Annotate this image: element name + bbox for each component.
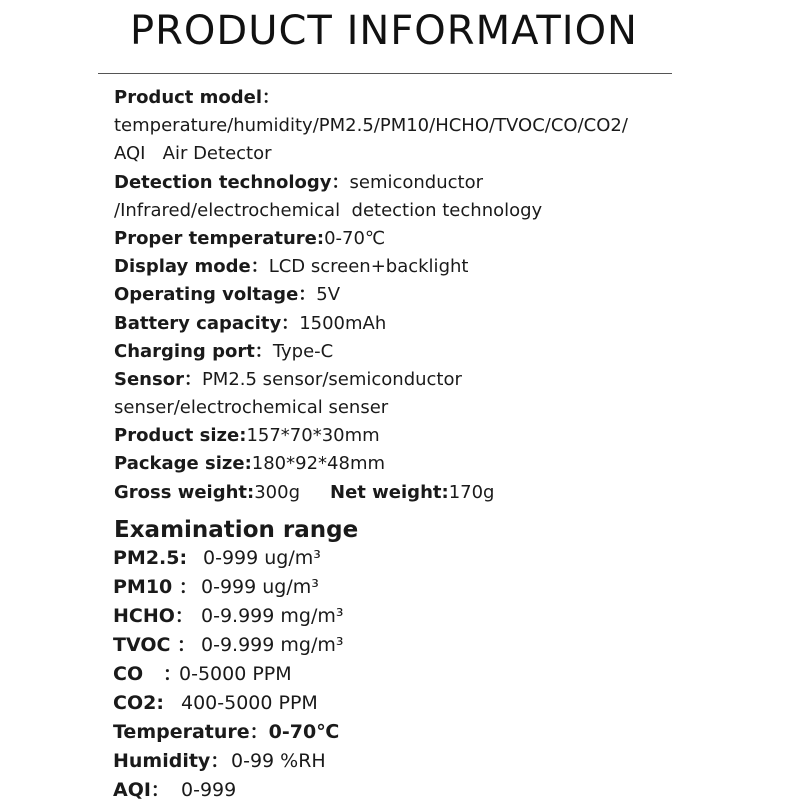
- spec-label: Package size:: [114, 453, 252, 475]
- range-item-pm10: [113, 573, 773, 602]
- range-value: 0-999: [181, 779, 237, 801]
- range-item-temperature: [113, 718, 773, 747]
- spec-detection-technology: [114, 169, 774, 197]
- spec-value: 1500mAh: [299, 312, 387, 334]
- range-item-co: [113, 660, 773, 689]
- spec-value: 170g: [448, 481, 495, 503]
- spec-battery-capacity: [114, 310, 774, 338]
- spec-charging-port: [114, 338, 774, 366]
- spec-value: semiconductor: [349, 171, 484, 193]
- spec-value: 300g: [254, 481, 301, 503]
- spec-product-model-line2: [114, 140, 774, 168]
- range-value: 0-9.999 mg/m³: [201, 634, 344, 656]
- range-value: 0-999 ug/m³: [203, 547, 321, 569]
- spec-label: Proper temperature:: [114, 227, 325, 249]
- spec-label: Operating voltage：: [114, 284, 317, 306]
- range-label: Humidity：: [113, 750, 230, 772]
- spec-sensor-line2: [114, 394, 774, 422]
- spec-label: Gross weight:: [114, 481, 255, 503]
- spec-value: 157*70*30mm: [246, 425, 380, 447]
- spec-product-model-line1: [114, 112, 774, 140]
- range-item-hcho: [113, 602, 773, 631]
- spec-label: Charging port：: [114, 340, 273, 362]
- range-label: HCHO：: [113, 605, 194, 627]
- range-value: 400-5000 PPM: [181, 692, 318, 714]
- title-divider: [98, 73, 672, 74]
- spec-label: Detection technology：: [114, 171, 350, 193]
- spec-product-size: [114, 422, 774, 450]
- spec-value: 5V: [316, 284, 341, 306]
- product-spec-list: [114, 84, 774, 507]
- spec-operating-voltage: [114, 281, 774, 309]
- page-title: PRODUCT INFORMATION: [130, 8, 638, 54]
- spec-label: Product size:: [114, 425, 247, 447]
- range-item-co2: [113, 689, 773, 718]
- spec-label: Sensor：: [114, 368, 202, 390]
- spec-label: Product model：: [114, 87, 281, 108]
- spec-proper-temperature: [114, 225, 774, 253]
- spec-value: temperature/humidity/PM2.5/PM10/HCHO/TVOC/CO/CO2/: [114, 115, 628, 137]
- spec-value: 0-70℃: [324, 227, 386, 249]
- range-label: AQI：: [113, 779, 170, 801]
- range-item-humidity: [113, 747, 773, 776]
- spec-detection-technology-line2: [114, 197, 774, 225]
- range-label: Temperature：0-70℃: [113, 721, 340, 743]
- spec-label: Battery capacity：: [114, 312, 300, 334]
- range-item-aqi: [113, 776, 773, 805]
- spec-value: PM2.5 sensor/semiconductor: [201, 368, 462, 390]
- range-value: 0-5000 PPM: [179, 663, 292, 685]
- spec-label: Net weight:: [330, 481, 449, 503]
- spec-value: 180*92*48mm: [251, 453, 386, 475]
- range-value: 0-9.999 mg/m³: [201, 605, 344, 627]
- spec-product-model: [114, 84, 774, 112]
- spec-value: senser/electrochemical senser: [114, 397, 389, 419]
- range-value: 0-99 %RH: [231, 750, 326, 772]
- range-label: CO ：: [113, 663, 182, 685]
- spec-value: AQI Air Detector: [114, 143, 272, 165]
- spec-label: Display mode：: [114, 256, 269, 278]
- range-value: 0-999 ug/m³: [201, 576, 319, 598]
- examination-range-list: [113, 544, 773, 805]
- examination-range-heading: Examination range: [114, 517, 359, 543]
- range-item-pm25: [113, 544, 773, 573]
- spec-weight: [114, 479, 774, 507]
- spec-value: LCD screen+backlight: [268, 256, 469, 278]
- range-label: PM10 ：: [113, 576, 198, 598]
- spec-value: /Infrared/electrochemical detection technology: [114, 199, 543, 221]
- range-label: CO2:: [113, 692, 164, 714]
- spec-display-mode: [114, 253, 774, 281]
- range-label: PM2.5:: [113, 547, 188, 569]
- range-item-tvoc: [113, 631, 773, 660]
- spec-value: Type-C: [272, 340, 334, 362]
- range-label: TVOC ：: [113, 634, 197, 656]
- spec-sensor: [114, 366, 774, 394]
- spec-package-size: [114, 450, 774, 478]
